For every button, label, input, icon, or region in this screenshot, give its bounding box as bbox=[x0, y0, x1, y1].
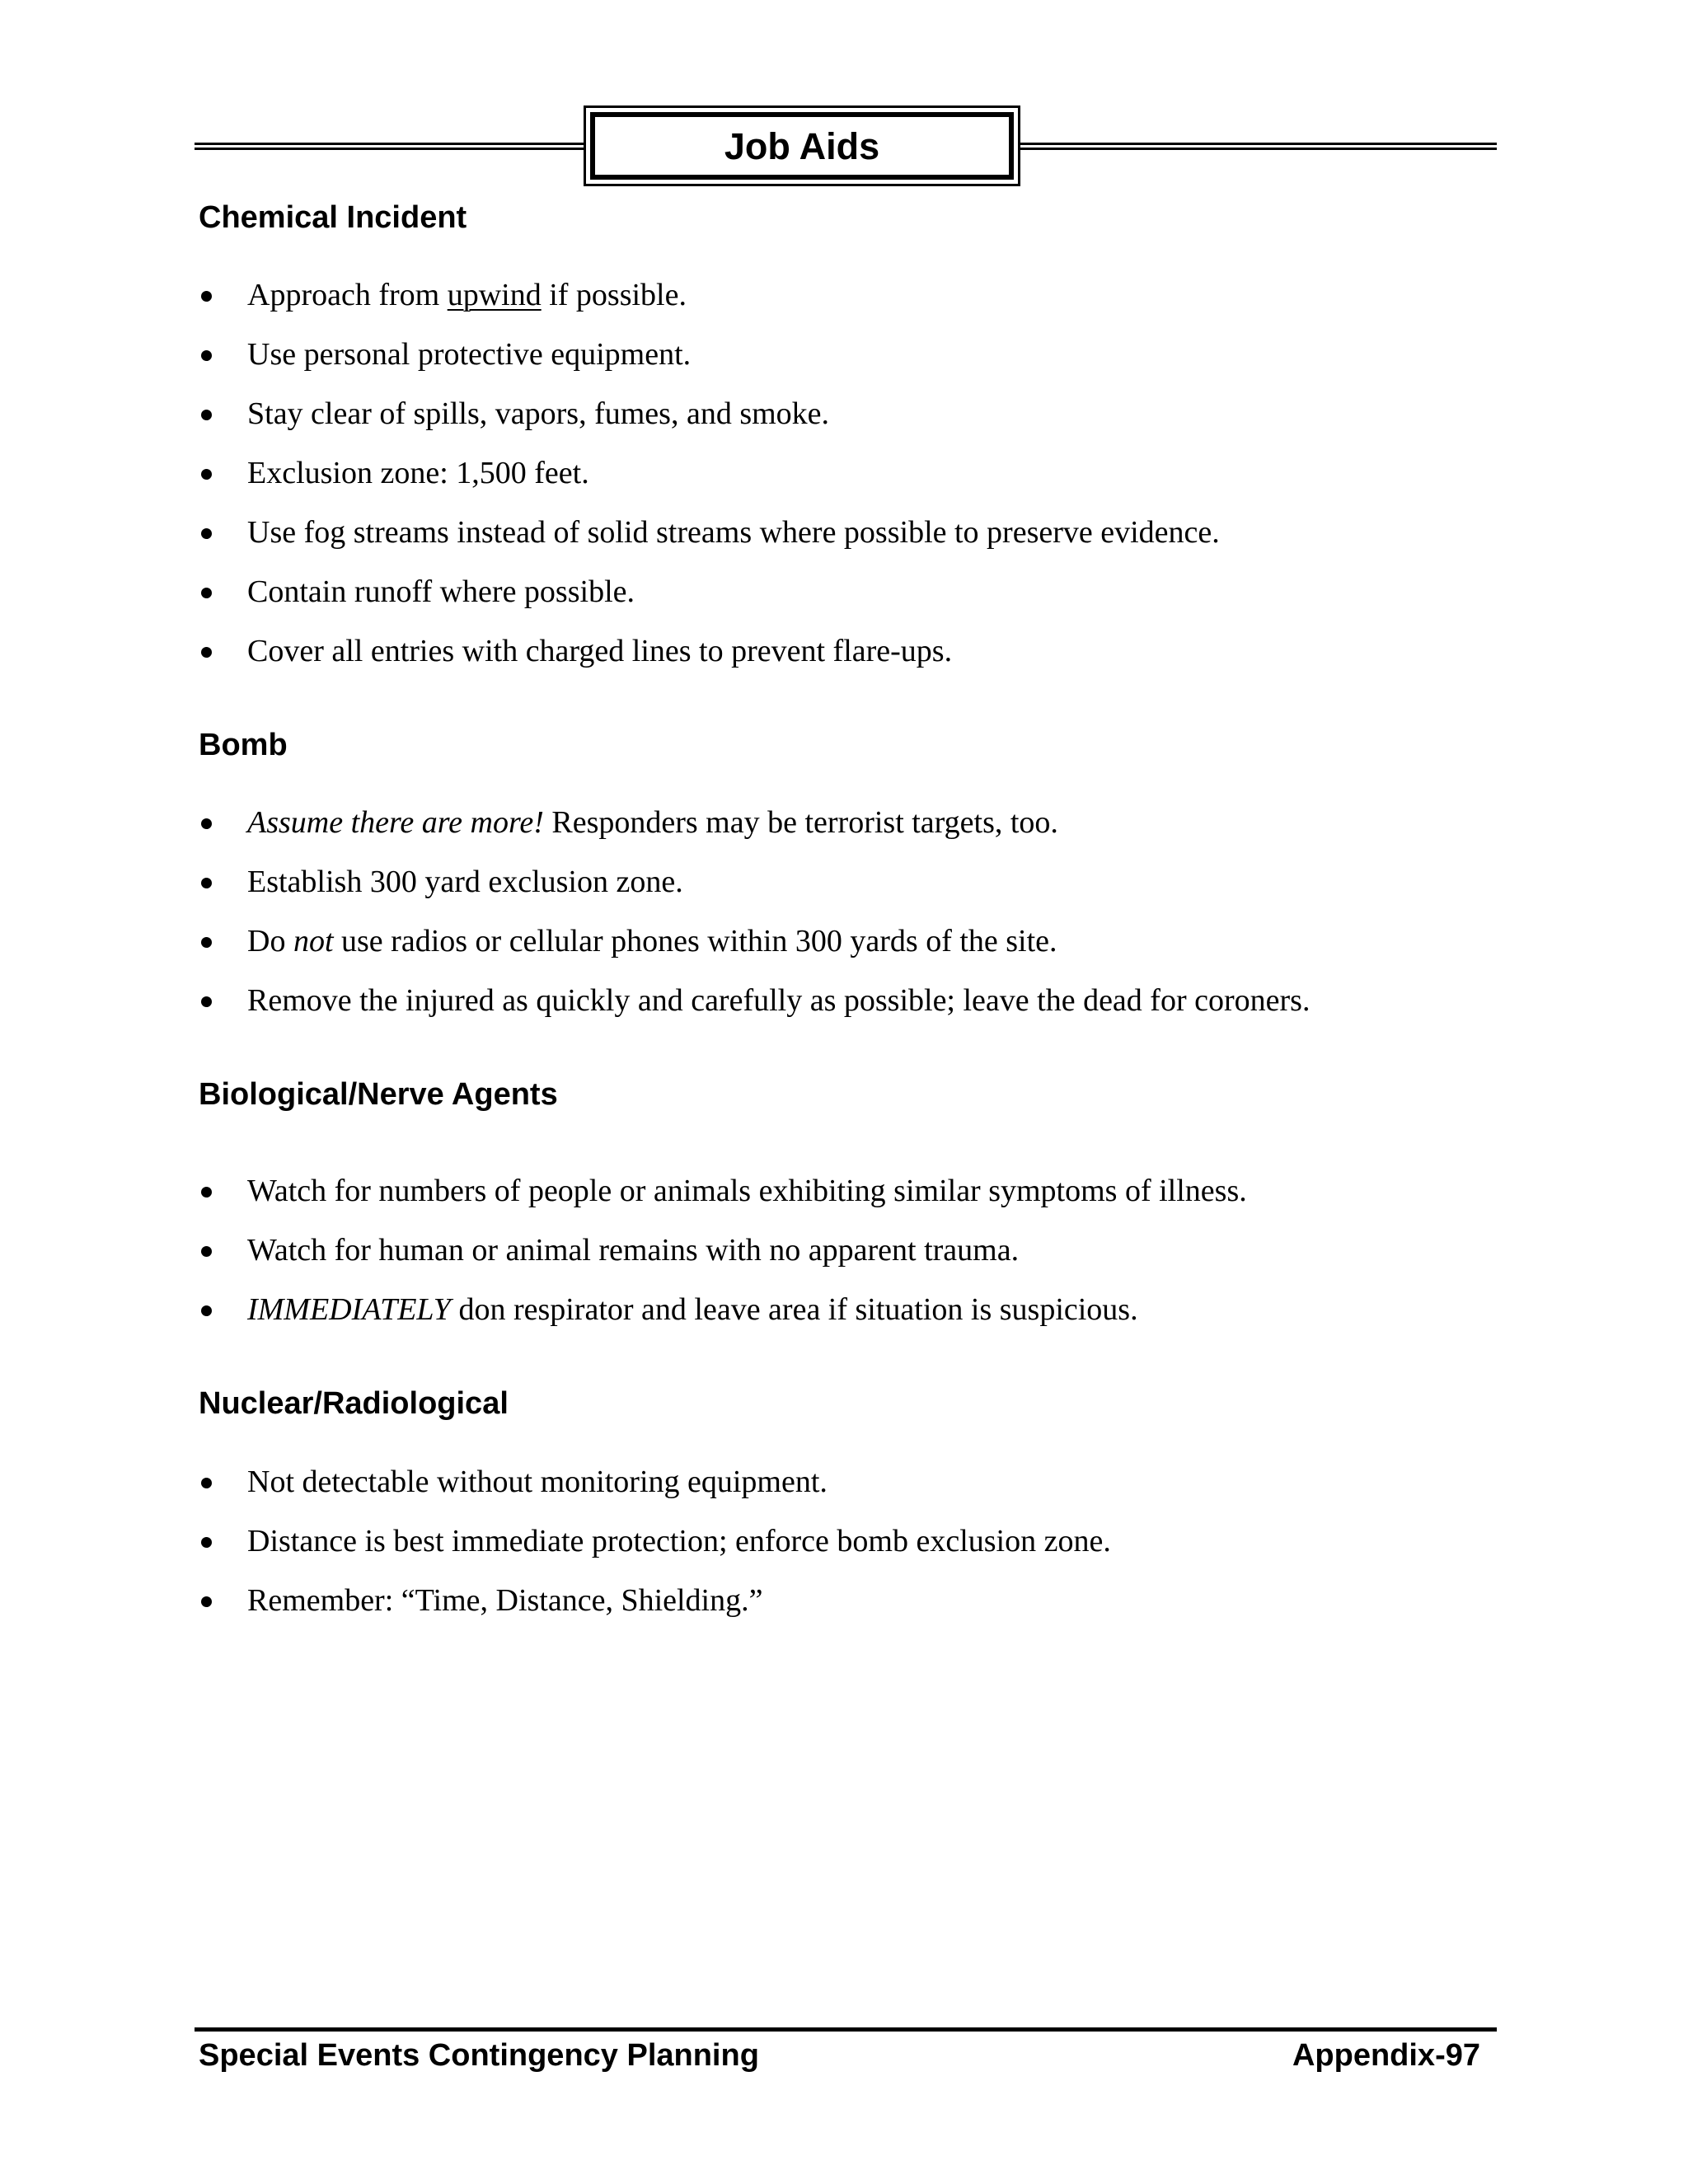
list-item: Remove the injured as quickly and carefully as possible; leave the dead for coroners. bbox=[0, 982, 1688, 1042]
list-nuclear bbox=[0, 1464, 1688, 1642]
bullet-icon bbox=[201, 1305, 212, 1316]
bullet-icon bbox=[201, 588, 212, 598]
bullet-icon bbox=[201, 1246, 212, 1257]
list-item: Cover all entries with charged lines to prevent flare-ups. bbox=[0, 633, 1688, 692]
bullet-icon bbox=[201, 937, 212, 948]
list-item: Watch for human or animal remains with no apparent trauma. bbox=[0, 1232, 1688, 1291]
list-item: Remember: “Time, Distance, Shielding.” bbox=[0, 1582, 1688, 1642]
footer-rule bbox=[195, 2027, 1497, 2032]
header-rule-left bbox=[195, 143, 587, 150]
bullet-icon bbox=[201, 1537, 212, 1548]
list-item: Contain runoff where possible. bbox=[0, 574, 1688, 633]
list-item: Use personal protective equipment. bbox=[0, 336, 1688, 396]
list-item: Establish 300 yard exclusion zone. bbox=[0, 864, 1688, 923]
list-item: Exclusion zone: 1,500 feet. bbox=[0, 455, 1688, 514]
list-item: Do not use radios or cellular phones within 300 yards of the site. bbox=[0, 923, 1688, 982]
footer-document-title: Special Events Contingency Planning bbox=[199, 2038, 759, 2073]
section-heading-bomb: Bomb bbox=[199, 728, 288, 762]
bullet-icon bbox=[201, 818, 212, 829]
list-item: IMMEDIATELY don respirator and leave area if situation is suspicious. bbox=[0, 1291, 1688, 1351]
page-title: Job Aids bbox=[590, 112, 1014, 180]
bullet-icon bbox=[201, 878, 212, 888]
bullet-icon bbox=[201, 996, 212, 1007]
bullet-icon bbox=[201, 350, 212, 361]
footer-page-number: Appendix-97 bbox=[1292, 2038, 1480, 2073]
list-item: Use fog streams instead of solid streams where possible to preserve evidence. bbox=[0, 514, 1688, 574]
section-heading-chemical: Chemical Incident bbox=[199, 200, 467, 235]
bullet-icon bbox=[201, 1478, 212, 1488]
list-item: Watch for numbers of people or animals exhibiting similar symptoms of illness. bbox=[0, 1173, 1688, 1232]
list-item: Approach from upwind if possible. bbox=[0, 277, 1688, 336]
section-heading-biological: Biological/Nerve Agents bbox=[199, 1077, 558, 1112]
italic-emphasis: IMMEDIATELY bbox=[247, 1292, 451, 1327]
list-bomb bbox=[0, 804, 1688, 1042]
list-item: Stay clear of spills, vapors, fumes, and smoke. bbox=[0, 396, 1688, 455]
section-heading-nuclear: Nuclear/Radiological bbox=[199, 1386, 509, 1421]
list-item: Assume there are more! Responders may be terrorist targets, too. bbox=[0, 804, 1688, 864]
underlined-emphasis: upwind bbox=[447, 278, 542, 312]
bullet-icon bbox=[201, 291, 212, 302]
header-rule-right bbox=[1020, 143, 1497, 150]
bullet-icon bbox=[201, 647, 212, 658]
bullet-icon bbox=[201, 528, 212, 539]
bullet-icon bbox=[201, 1187, 212, 1197]
italic-emphasis: Assume there are more! bbox=[247, 805, 544, 840]
list-item: Not detectable without monitoring equipment. bbox=[0, 1464, 1688, 1523]
bullet-icon bbox=[201, 410, 212, 420]
italic-emphasis: not bbox=[293, 924, 334, 958]
list-item: Distance is best immediate protection; enforce bomb exclusion zone. bbox=[0, 1523, 1688, 1582]
list-biological bbox=[0, 1173, 1688, 1351]
title-box bbox=[584, 105, 1020, 186]
bullet-icon bbox=[201, 1596, 212, 1607]
bullet-icon bbox=[201, 469, 212, 480]
list-chemical bbox=[0, 277, 1688, 692]
